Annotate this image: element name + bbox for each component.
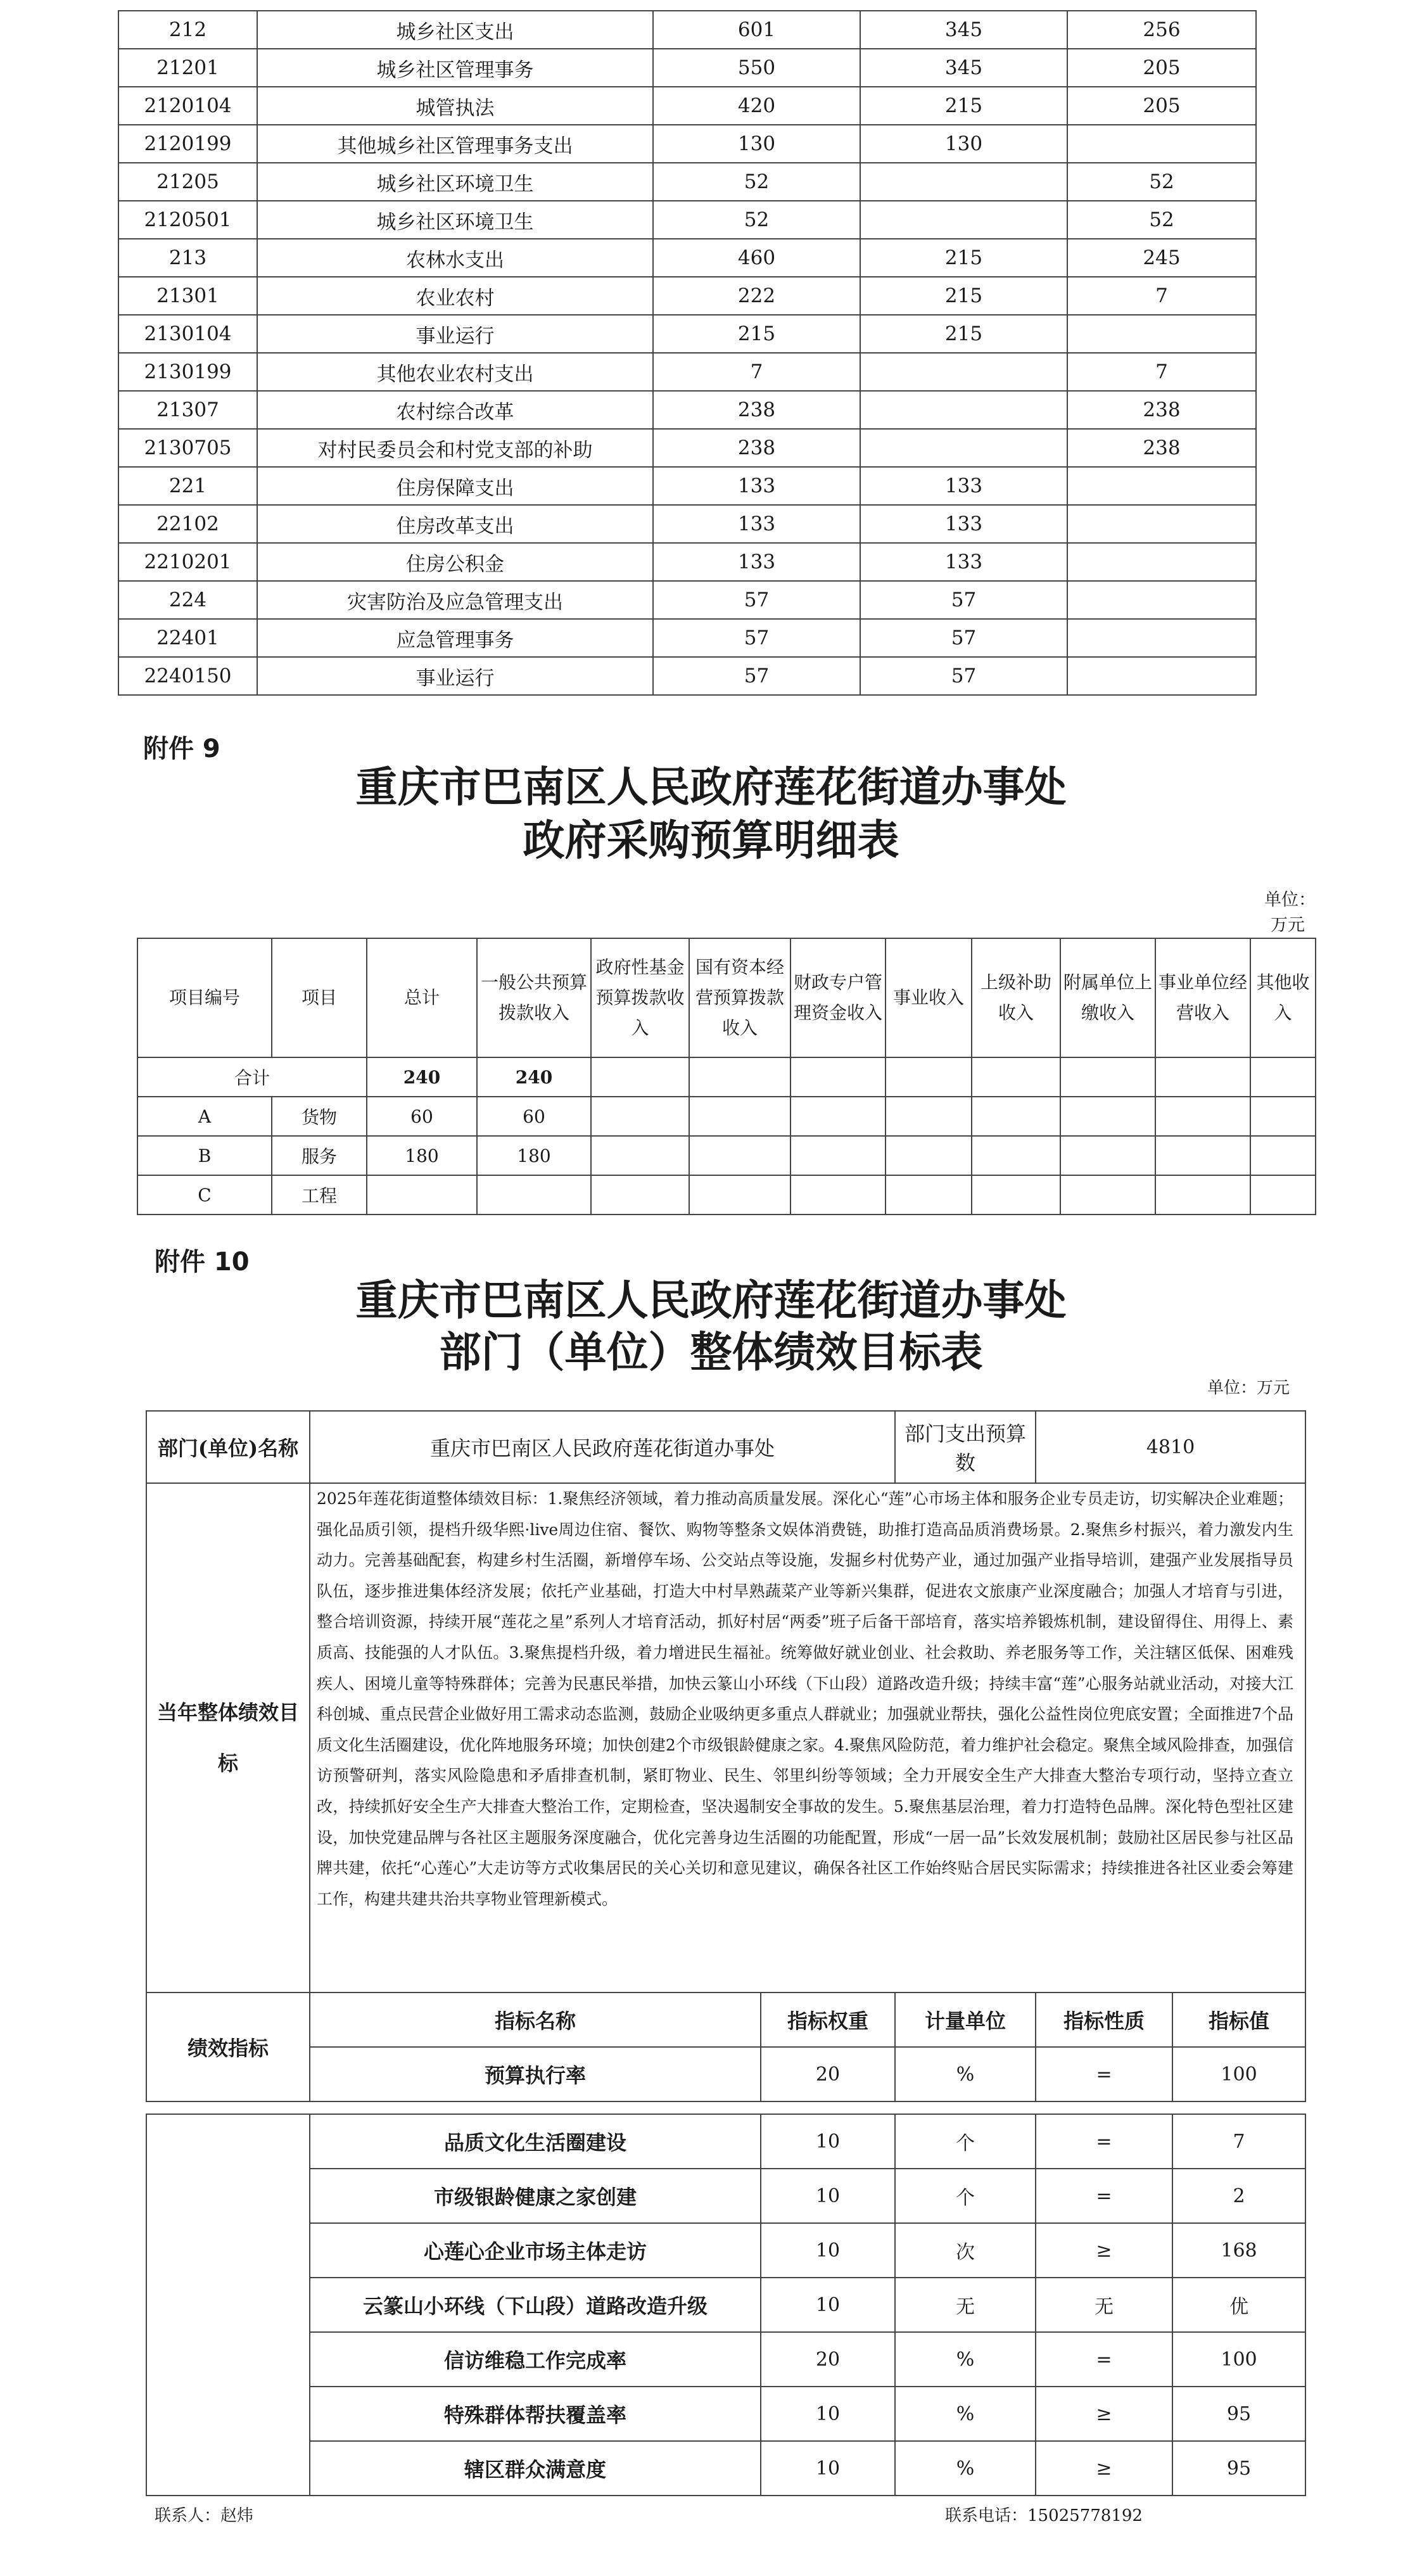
project-expenditure xyxy=(1067,657,1256,695)
item-name: 城乡社区环境卫生 xyxy=(257,201,653,239)
header-cell: 事业单位经营收入 xyxy=(1155,938,1250,1057)
basic-expenditure: 57 xyxy=(860,581,1067,619)
unit-value: 万元 xyxy=(1271,915,1305,935)
project-type: 工程 xyxy=(272,1175,367,1215)
empty-cell xyxy=(790,1136,886,1175)
total-value: 601 xyxy=(653,11,860,49)
project-expenditure: 256 xyxy=(1067,11,1256,49)
indicator-unit: % xyxy=(895,2047,1036,2101)
empty-cell xyxy=(1155,1057,1250,1097)
indicator-value: 95 xyxy=(1172,2441,1305,2496)
contact-person: 联系人：赵炜 xyxy=(155,2506,254,2525)
basic-expenditure: 133 xyxy=(860,505,1067,543)
indicator-name: 云篆山小环线（下山段）道路改造升级 xyxy=(310,2278,761,2332)
basic-expenditure: 215 xyxy=(860,87,1067,125)
indicator-nature: ≥ xyxy=(1036,2387,1172,2441)
total-value: 57 xyxy=(653,657,860,695)
total-value: 130 xyxy=(653,125,860,163)
header-cell: 事业收入 xyxy=(886,938,972,1057)
empty-cell xyxy=(1250,1136,1316,1175)
total-value: 133 xyxy=(653,467,860,505)
total-value: 133 xyxy=(653,543,860,581)
table-row xyxy=(118,619,1256,657)
total-value: 460 xyxy=(653,239,860,277)
project-expenditure: 205 xyxy=(1067,49,1256,87)
project-code: C xyxy=(137,1175,272,1215)
item-code: 21205 xyxy=(118,163,257,201)
indicator-weight: 20 xyxy=(761,2047,895,2101)
indicator-name: 心莲心企业市场主体走访 xyxy=(310,2223,761,2278)
indicator-row xyxy=(146,2114,1305,2169)
empty-cell xyxy=(1060,1097,1155,1136)
basic-expenditure: 133 xyxy=(860,467,1067,505)
project-expenditure xyxy=(1067,543,1256,581)
item-code: 2210201 xyxy=(118,543,257,581)
project-expenditure xyxy=(1067,315,1256,353)
total-cell: 240 xyxy=(477,1057,591,1097)
indicator-unit: 个 xyxy=(895,2169,1036,2223)
attachment-9-label: 附件 9 xyxy=(143,734,220,763)
table-row xyxy=(118,543,1256,581)
basic-expenditure: 215 xyxy=(860,315,1067,353)
total-value: 52 xyxy=(653,201,860,239)
item-code: 2120501 xyxy=(118,201,257,239)
table-row xyxy=(118,277,1256,315)
public-budget-value: 180 xyxy=(477,1136,591,1175)
unit-label: 单位： xyxy=(1264,890,1316,910)
indicator-value: 168 xyxy=(1172,2223,1305,2278)
dept-label: 部门(单位)名称 xyxy=(146,1411,310,1483)
basic-expenditure xyxy=(860,201,1067,239)
item-code: 2130104 xyxy=(118,315,257,353)
empty-cell xyxy=(790,1057,886,1097)
project-expenditure xyxy=(1067,581,1256,619)
procurement-total-row xyxy=(137,1057,1316,1097)
item-name: 事业运行 xyxy=(257,657,653,695)
indicator-unit: % xyxy=(895,2332,1036,2387)
public-budget-value: 60 xyxy=(477,1097,591,1136)
indicator-weight: 10 xyxy=(761,2114,895,2169)
budget-label: 部门支出预算数 xyxy=(895,1411,1036,1483)
table-row xyxy=(118,125,1256,163)
header-cell: 政府性基金预算拨款收入 xyxy=(591,938,689,1057)
indicator-row xyxy=(146,2387,1305,2441)
goal-text: 2025年莲花街道整体绩效目标：1.聚焦经济领域，着力推动高质量发展。深化心“莲”心市场主体和服务企业专员走访，切实解决企业难题；强化品质引领，提档升级华熙·live周边住宿、餐饮、购物等整条文娱体消费链，助推打造高品质消费场景。2.聚焦乡村振兴，着力激发内生动力。完善基础配套，构建乡村生活圈，新增停车场、公交站点等设施，发掘乡村优势产业，通过加强产业指导培训，建强产业发展指导员队伍，逐步推进集体经济发展；依托产业基础，打造大中村旱熟蔬菜产业等新兴集群，促进农文旅康产业深度融合；加强人才培育与引进，整合培训资源，持续开展“莲花之星”系列人才培育活动，抓好村居“两委”班子后备干部培育，落实培养锻炼机制，建设留得住、用得上、素质高、技能强的人才队伍。3.聚焦提档升级，着力增进民生福祉。统筹做好就业创业、社会救助、养老服务等工作，关注辖区低保、困难残疾人、困境儿童等特殊群体；完善为民惠民举措，加快云篆山小环线（下山段）道路改造升级；持续丰富“莲”心服务站就业活动，对接大江科创城、重点民营企业做好用工需求动态监测，鼓励企业吸纳更多重点人群就业；加强就业帮扶，强化公益性岗位兜底安置；全面推进7个品质文化生活圈建设，优化阵地服务环境；加快创建2个市级银龄健康之家。4.聚焦风险防范，着力维护社会稳定。聚焦全域风险排查，加强信访预警研判，落实风险隐患和矛盾排查机制，紧盯物业、民生、邻里纠纷等领域；全力开展安全生产大排查大整治专项行动，坚持立查立改，持续抓好安全生产大排查大整治工作，定期检查，坚决遏制安全事故的发生。5.聚焦基层治理，着力打造特色品牌。深化特色型社区建设，加快党建品牌与各社区主题服务深度融合，优化完善身边生活圈的功能配置，形成“一居一品”长效发展机制；鼓励社区居民参与社区品牌共建，依托“心莲心”大走访等方式收集居民的关心关切和意见建议，确保各社区工作始终贴合居民实际需求；持续推进各社区业委会筹建工作，构建共建共治共享物业管理新模式。 xyxy=(310,1483,1305,1993)
goal-label: 当年整体绩效目标 xyxy=(146,1483,310,1993)
item-name: 住房保障支出 xyxy=(257,467,653,505)
indicator-nature: 无 xyxy=(1036,2278,1172,2332)
indicator-rows xyxy=(146,2114,1305,2496)
attachment-10-label: 附件 10 xyxy=(155,1247,250,1277)
item-name: 住房改革支出 xyxy=(257,505,653,543)
indicator-weight: 20 xyxy=(761,2332,895,2387)
item-name: 对村民委员会和村党支部的补助 xyxy=(257,429,653,467)
item-code: 21307 xyxy=(118,391,257,429)
empty-cell xyxy=(1060,1057,1155,1097)
procurement-row xyxy=(137,1097,1316,1136)
total-value: 60 xyxy=(367,1097,477,1136)
indicator-nature: = xyxy=(1036,2169,1172,2223)
table-row xyxy=(118,239,1256,277)
project-expenditure: 205 xyxy=(1067,87,1256,125)
item-code: 2130705 xyxy=(118,429,257,467)
table-row xyxy=(118,201,1256,239)
item-code: 2120199 xyxy=(118,125,257,163)
table-row xyxy=(118,467,1256,505)
basic-expenditure xyxy=(860,429,1067,467)
empty-cell xyxy=(689,1136,790,1175)
empty-cell xyxy=(1155,1097,1250,1136)
indicator-group-cell xyxy=(146,2114,310,2496)
indicator-value: 2 xyxy=(1172,2169,1305,2223)
project-expenditure: 52 xyxy=(1067,163,1256,201)
indicator-value: 100 xyxy=(1172,2332,1305,2387)
indicator-weight: 10 xyxy=(761,2169,895,2223)
attachment-10-unit: 单位：万元 xyxy=(1207,1379,1290,1398)
empty-cell xyxy=(790,1175,886,1215)
indicator-nature: = xyxy=(1036,2047,1172,2101)
project-code: B xyxy=(137,1136,272,1175)
header-cell: 财政专户管理资金收入 xyxy=(790,938,886,1057)
indicator-header-cell: 计量单位 xyxy=(895,1993,1036,2047)
budget-value: 4810 xyxy=(1036,1411,1305,1483)
indicator-unit: 个 xyxy=(895,2114,1036,2169)
item-name: 农业农村 xyxy=(257,277,653,315)
item-code: 212 xyxy=(118,11,257,49)
contact-phone: 联系电话：15025778192 xyxy=(945,2506,1143,2525)
project-expenditure: 238 xyxy=(1067,391,1256,429)
total-label: 合计 xyxy=(137,1057,367,1097)
total-value: 7 xyxy=(653,353,860,391)
item-name: 城乡社区支出 xyxy=(257,11,653,49)
indicator-row xyxy=(146,2169,1305,2223)
empty-cell xyxy=(886,1136,972,1175)
empty-cell xyxy=(689,1097,790,1136)
basic-expenditure: 130 xyxy=(860,125,1067,163)
empty-cell xyxy=(972,1057,1060,1097)
empty-cell xyxy=(1250,1175,1316,1215)
procurement-header-row xyxy=(137,938,1316,1057)
empty-cell xyxy=(972,1175,1060,1215)
item-name: 其他农业农村支出 xyxy=(257,353,653,391)
indicator-value: 95 xyxy=(1172,2387,1305,2441)
indicator-unit: % xyxy=(895,2441,1036,2496)
empty-cell xyxy=(1060,1175,1155,1215)
total-value: 550 xyxy=(653,49,860,87)
indicator-name: 信访维稳工作完成率 xyxy=(310,2332,761,2387)
indicator-value: 100 xyxy=(1172,2047,1305,2101)
attachment-9-title-line2: 政府采购预算明细表 xyxy=(523,815,899,865)
project-expenditure xyxy=(1067,505,1256,543)
project-expenditure: 52 xyxy=(1067,201,1256,239)
project-type: 货物 xyxy=(272,1097,367,1136)
indicator-name: 预算执行率 xyxy=(310,2047,761,2101)
indicator-header-cell: 指标名称 xyxy=(310,1993,761,2047)
empty-cell xyxy=(886,1097,972,1136)
empty-cell xyxy=(1155,1136,1250,1175)
header-cell: 国有资本经营预算拨款收入 xyxy=(689,938,790,1057)
project-code: A xyxy=(137,1097,272,1136)
item-code: 22401 xyxy=(118,619,257,657)
header-cell: 上级补助收入 xyxy=(972,938,1060,1057)
table-row xyxy=(118,657,1256,695)
indicator-name: 品质文化生活圈建设 xyxy=(310,2114,761,2169)
indicator-header-row xyxy=(146,1993,1305,2047)
empty-cell xyxy=(591,1175,689,1215)
item-code: 213 xyxy=(118,239,257,277)
project-expenditure: 7 xyxy=(1067,353,1256,391)
procurement-budget-table xyxy=(137,938,1316,1215)
performance-indicator-table xyxy=(146,2114,1306,2496)
basic-expenditure: 133 xyxy=(860,543,1067,581)
header-cell: 一般公共预算拨款收入 xyxy=(477,938,591,1057)
project-expenditure xyxy=(1067,619,1256,657)
project-expenditure: 7 xyxy=(1067,277,1256,315)
empty-cell xyxy=(689,1057,790,1097)
indicator-row xyxy=(146,2047,1305,2101)
indicator-name: 辖区群众满意度 xyxy=(310,2441,761,2496)
empty-cell xyxy=(591,1097,689,1136)
item-code: 21301 xyxy=(118,277,257,315)
indicator-name: 特殊群体帮扶覆盖率 xyxy=(310,2387,761,2441)
indicator-label: 绩效指标 xyxy=(146,1993,310,2101)
project-expenditure: 245 xyxy=(1067,239,1256,277)
table-row xyxy=(118,87,1256,125)
attachment-10-title-line2: 部门（单位）整体绩效目标表 xyxy=(439,1327,983,1377)
item-name: 农林水支出 xyxy=(257,239,653,277)
indicator-weight: 10 xyxy=(761,2441,895,2496)
goal-row xyxy=(146,1483,1305,1993)
header-cell: 项目 xyxy=(272,938,367,1057)
empty-cell xyxy=(790,1097,886,1136)
project-type: 服务 xyxy=(272,1136,367,1175)
procurement-row xyxy=(137,1175,1316,1215)
indicator-weight: 10 xyxy=(761,2387,895,2441)
total-value: 420 xyxy=(653,87,860,125)
table-row xyxy=(118,391,1256,429)
item-code: 21201 xyxy=(118,49,257,87)
basic-expenditure: 345 xyxy=(860,49,1067,87)
table-row xyxy=(118,315,1256,353)
item-code: 221 xyxy=(118,467,257,505)
indicator-nature: = xyxy=(1036,2114,1172,2169)
empty-cell xyxy=(591,1136,689,1175)
item-name: 农村综合改革 xyxy=(257,391,653,429)
procurement-row xyxy=(137,1136,1316,1175)
empty-cell xyxy=(1250,1097,1316,1136)
table-row xyxy=(118,353,1256,391)
basic-expenditure: 215 xyxy=(860,239,1067,277)
item-code: 2130199 xyxy=(118,353,257,391)
indicator-row xyxy=(146,2278,1305,2332)
empty-cell xyxy=(886,1175,972,1215)
project-expenditure: 238 xyxy=(1067,429,1256,467)
empty-cell xyxy=(886,1057,972,1097)
item-code: 2120104 xyxy=(118,87,257,125)
header-cell: 其他收入 xyxy=(1250,938,1316,1057)
indicator-header-cell: 指标性质 xyxy=(1036,1993,1172,2047)
table-row xyxy=(118,429,1256,467)
indicator-value: 优 xyxy=(1172,2278,1305,2332)
item-name: 其他城乡社区管理事务支出 xyxy=(257,125,653,163)
total-value: 133 xyxy=(653,505,860,543)
table-row xyxy=(118,49,1256,87)
item-name: 灾害防治及应急管理支出 xyxy=(257,581,653,619)
item-code: 22102 xyxy=(118,505,257,543)
header-cell: 项目编号 xyxy=(137,938,272,1057)
dept-row xyxy=(146,1411,1305,1483)
total-value: 238 xyxy=(653,429,860,467)
total-value: 222 xyxy=(653,277,860,315)
total-value: 57 xyxy=(653,619,860,657)
attachment-9-title-line1: 重庆市巴南区人民政府莲花街道办事处 xyxy=(355,762,1067,812)
public-budget-value xyxy=(477,1175,591,1215)
table-row xyxy=(118,581,1256,619)
empty-cell xyxy=(1155,1175,1250,1215)
empty-cell xyxy=(972,1136,1060,1175)
item-name: 城乡社区环境卫生 xyxy=(257,163,653,201)
table-row xyxy=(118,163,1256,201)
indicator-nature: ≥ xyxy=(1036,2223,1172,2278)
indicator-value: 7 xyxy=(1172,2114,1305,2169)
indicator-row xyxy=(146,2223,1305,2278)
indicator-weight: 10 xyxy=(761,2278,895,2332)
item-code: 2240150 xyxy=(118,657,257,695)
table-row xyxy=(118,11,1256,49)
budget-continuation-table xyxy=(118,10,1257,696)
total-value: 215 xyxy=(653,315,860,353)
item-name: 住房公积金 xyxy=(257,543,653,581)
basic-expenditure: 345 xyxy=(860,11,1067,49)
basic-expenditure xyxy=(860,391,1067,429)
indicator-name: 市级银龄健康之家创建 xyxy=(310,2169,761,2223)
item-code: 224 xyxy=(118,581,257,619)
item-name: 事业运行 xyxy=(257,315,653,353)
indicator-unit: 次 xyxy=(895,2223,1036,2278)
item-name: 城乡社区管理事务 xyxy=(257,49,653,87)
table-row xyxy=(118,505,1256,543)
total-value: 238 xyxy=(653,391,860,429)
procurement-rows xyxy=(137,1097,1316,1215)
dept-name: 重庆市巴南区人民政府莲花街道办事处 xyxy=(310,1411,895,1483)
total-value: 57 xyxy=(653,581,860,619)
budget-table-body xyxy=(118,11,1256,695)
total-value: 180 xyxy=(367,1136,477,1175)
header-cell: 总计 xyxy=(367,938,477,1057)
indicator-row xyxy=(146,2441,1305,2496)
header-cell: 附属单位上缴收入 xyxy=(1060,938,1155,1057)
empty-cell xyxy=(1250,1057,1316,1097)
indicator-unit: 无 xyxy=(895,2278,1036,2332)
total-cell: 240 xyxy=(367,1057,477,1097)
total-value xyxy=(367,1175,477,1215)
indicator-header-cell: 指标值 xyxy=(1172,1993,1305,2047)
basic-expenditure: 57 xyxy=(860,619,1067,657)
indicator-weight: 10 xyxy=(761,2223,895,2278)
attachment-10-title-line1: 重庆市巴南区人民政府莲花街道办事处 xyxy=(355,1275,1067,1325)
indicator-nature: = xyxy=(1036,2332,1172,2387)
basic-expenditure: 57 xyxy=(860,657,1067,695)
performance-target-table xyxy=(146,1410,1306,2102)
empty-cell xyxy=(1060,1136,1155,1175)
empty-cell xyxy=(972,1097,1060,1136)
indicator-nature: ≥ xyxy=(1036,2441,1172,2496)
item-name: 城管执法 xyxy=(257,87,653,125)
empty-cell xyxy=(689,1175,790,1215)
basic-expenditure: 215 xyxy=(860,277,1067,315)
indicator-unit: % xyxy=(895,2387,1036,2441)
project-expenditure xyxy=(1067,125,1256,163)
indicator-header-cell: 指标权重 xyxy=(761,1993,895,2047)
item-name: 应急管理事务 xyxy=(257,619,653,657)
project-expenditure xyxy=(1067,467,1256,505)
basic-expenditure xyxy=(860,353,1067,391)
indicator-row xyxy=(146,2332,1305,2387)
total-value: 52 xyxy=(653,163,860,201)
basic-expenditure xyxy=(860,163,1067,201)
empty-cell xyxy=(591,1057,689,1097)
